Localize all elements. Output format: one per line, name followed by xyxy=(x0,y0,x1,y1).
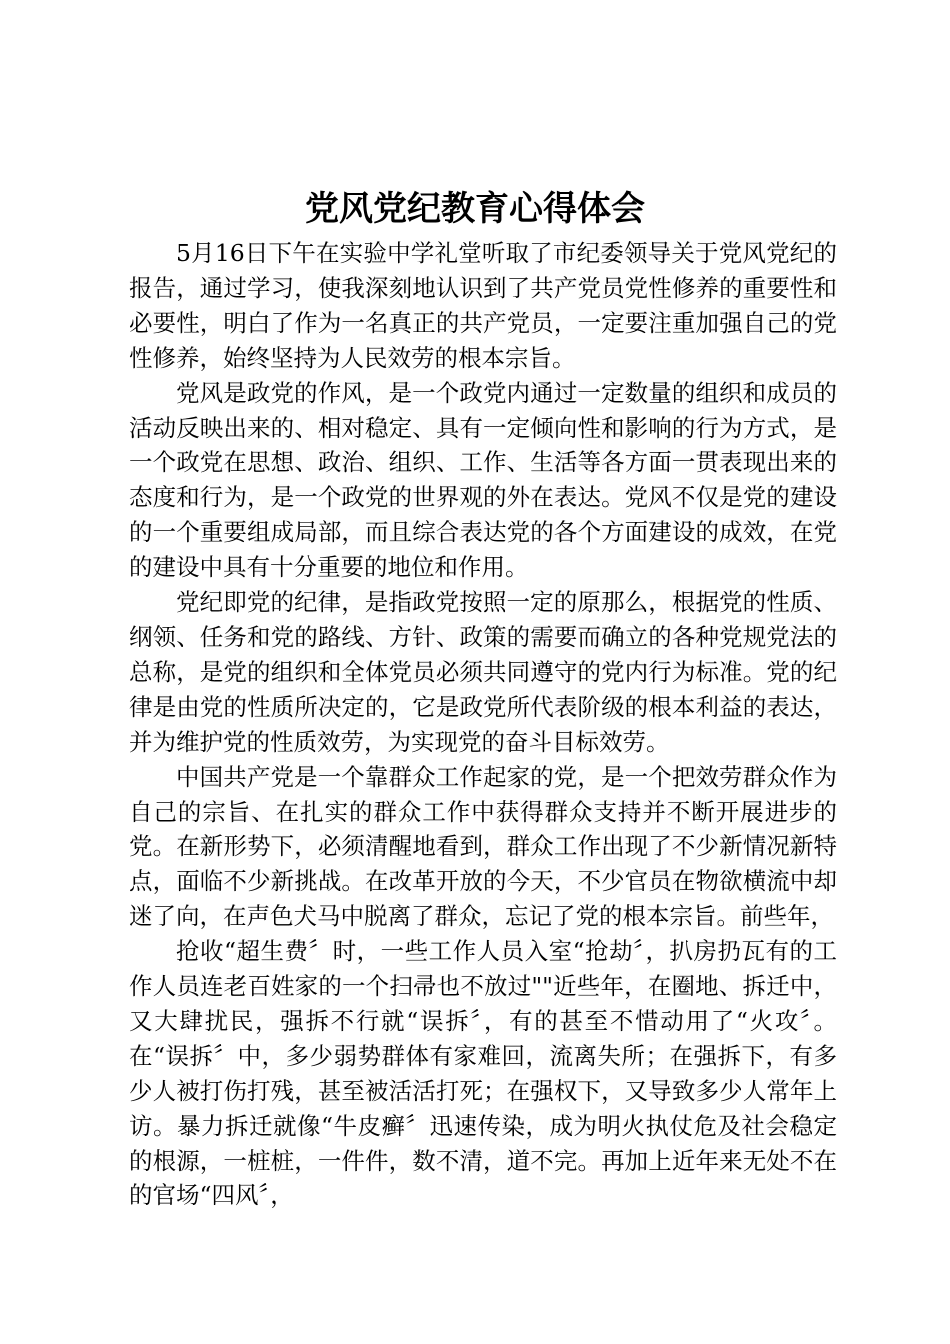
document-title: 党风党纪教育心得体会 xyxy=(305,189,645,229)
paragraph-1: 5月16日下午在实验中学礼堂听取了市纪委领导关于党风党纪的报告，通过学习，使我深刻地认识到了共产党员党性修养的重要性和必要性，明白了作为一名真正的共产党员，一定要注重加强自己的党性修养，始终坚持为人民效劳的根本宗旨。 xyxy=(129,239,837,372)
paragraph-5: 抢收“超生费〞时，一些工作人员入室“抢劫〞，扒房扔瓦有的工作人员连老百姓家的一个扫帚也不放过""近些年，在圈地、拆迁中，又大肆扰民，强拆不行就“误拆〞，有的甚至不惜动用了“火攻〞。在“误拆〞中，多少弱势群体有家难回，流离失所；在强拆下，有多少人被打伤打残，甚至被活活打死；在强权下，又导致多少人常年上访。暴力拆迁就像“牛皮癣〞迅速传染，成为明火执仗危及社会稳定的根源，一桩桩，一件件，数不清，道不完。再加上近年来无处不在的官场“四风〞， xyxy=(129,937,837,1210)
paragraph-2: 党风是政党的作风，是一个政党内通过一定数量的组织和成员的活动反映出来的、相对稳定、具有一定倾向性和影响的行为方式，是一个政党在思想、政治、组织、工作、生活等各方面一贯表现出来的态度和行为，是一个政党的世界观的外在表达。党风不仅是党的建设的一个重要组成局部，而且综合表达党的各个方面建设的成效，在党的建设中具有十分重要的地位和作用。 xyxy=(129,378,837,582)
paragraph-4: 中国共产党是一个靠群众工作起家的党，是一个把效劳群众作为自己的宗旨、在扎实的群众工作中获得群众支持并不断开展进步的党。在新形势下，必须清醒地看到，群众工作出现了不少新情况新特点，面临不少新挑战。在改革开放的今天，不少官员在物欲横流中却迷了向，在声色犬马中脱离了群众，忘记了党的根本宗旨。前些年， xyxy=(129,762,837,931)
document-body xyxy=(129,236,837,1213)
paragraph-3: 党纪即党的纪律，是指政党按照一定的原那么，根据党的性质、纲领、任务和党的路线、方针、政策的需要而确立的各种党规党法的总称，是党的组织和全体党员必须共同遵守的党内行为标准。党的纪律是由党的性质所决定的，它是政党所代表阶级的根本利益的表达，并为维护党的性质效劳，为实现党的奋斗目标效劳。 xyxy=(129,588,837,756)
